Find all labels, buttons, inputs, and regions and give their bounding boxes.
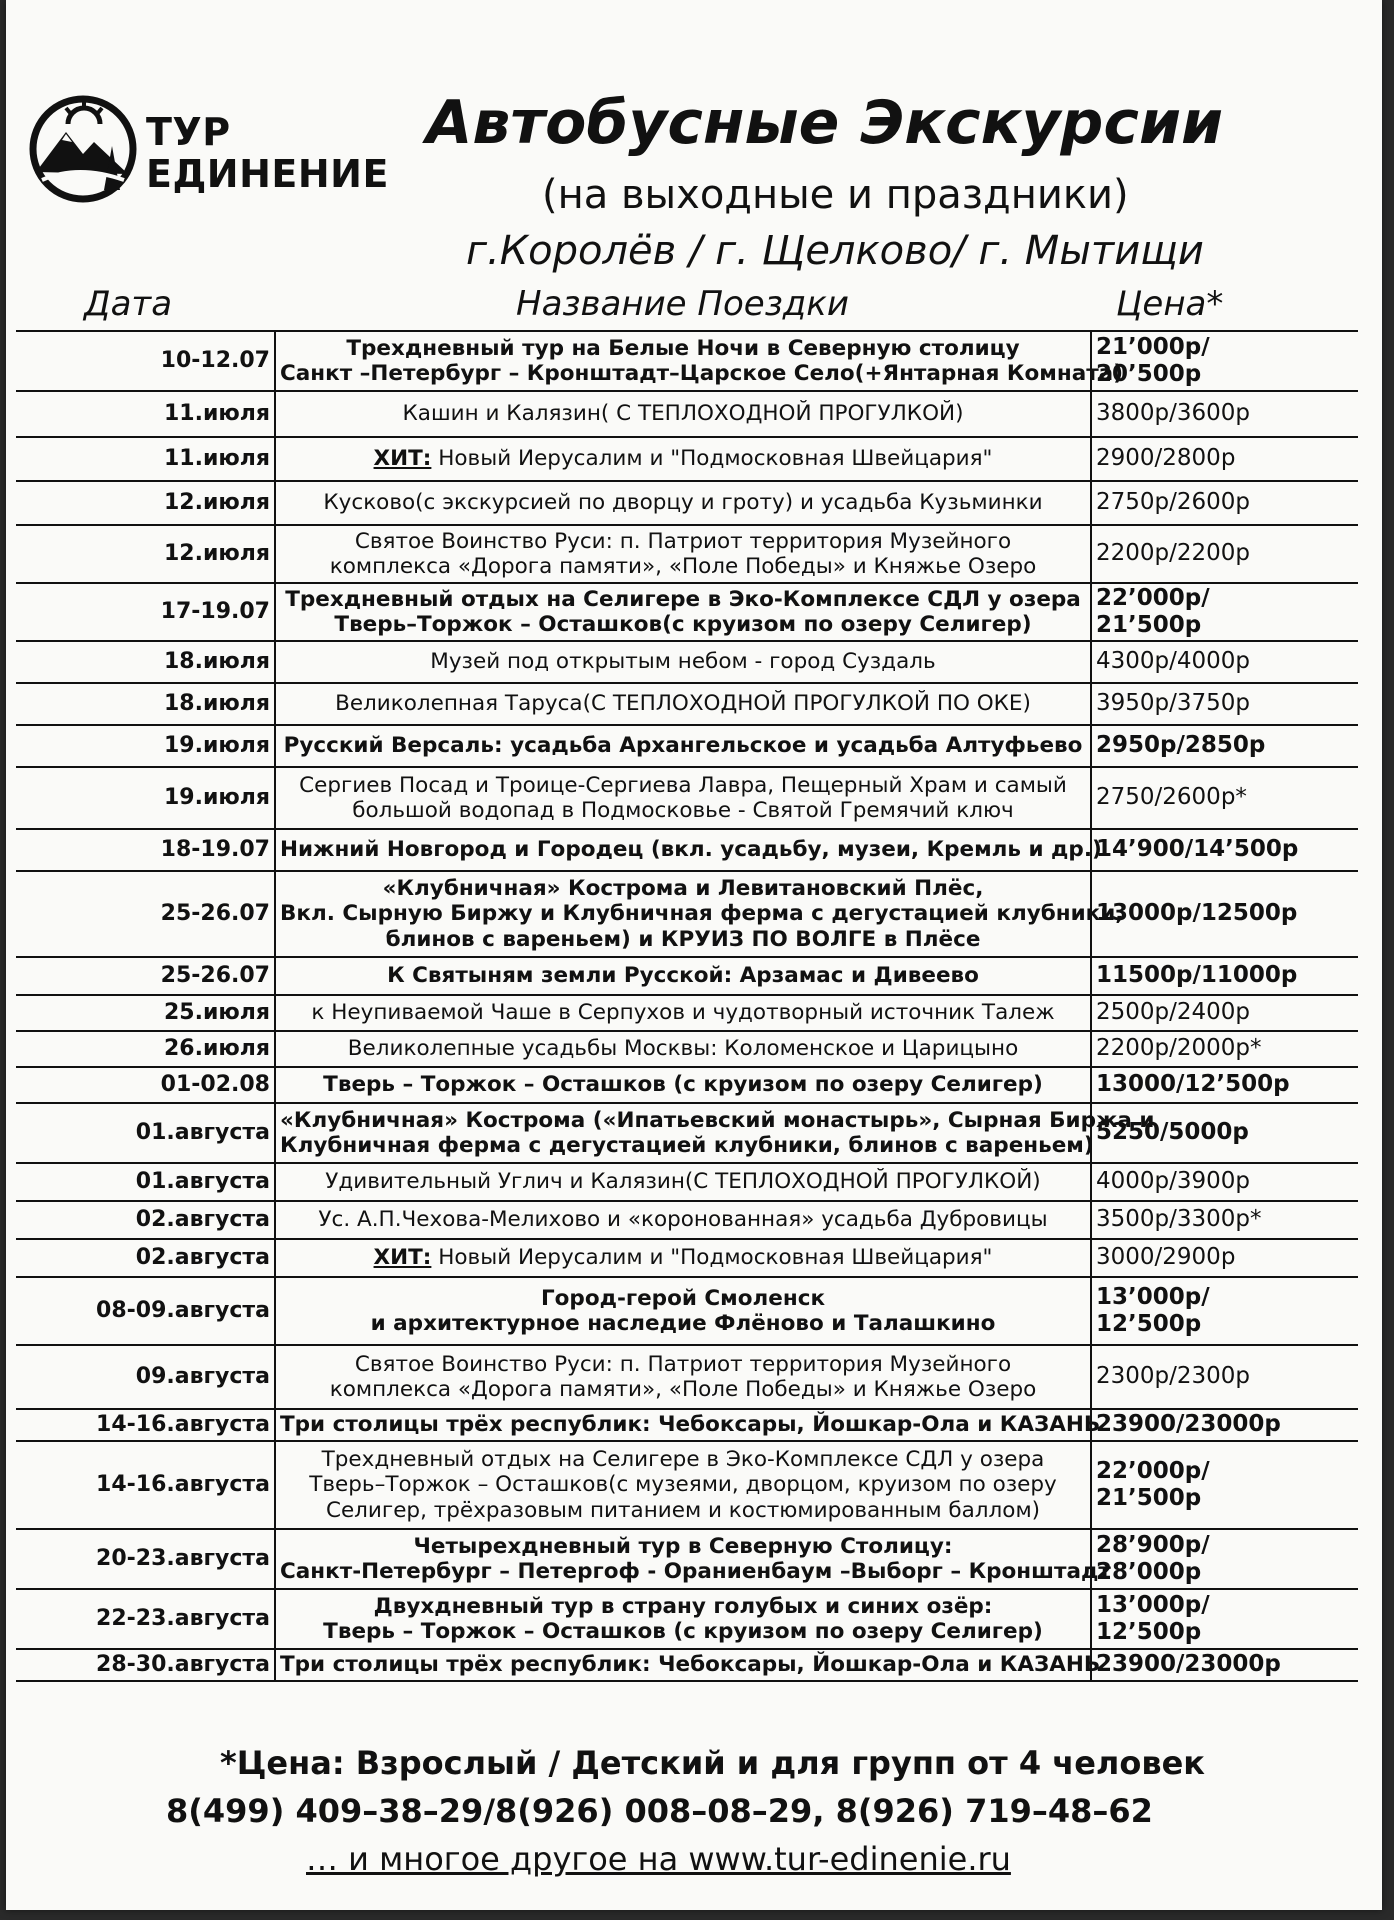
- tour-name-text: Новый Иерусалим и "Подмосковная Швейцария": [431, 1245, 993, 1271]
- tour-date: 25-26.07: [16, 957, 275, 995]
- column-header-name: Название Поездки: [516, 284, 849, 324]
- departure-cities: г.Королёв / г. Щелково/ г. Мытищи: [466, 228, 1204, 274]
- tour-name: [275, 1529, 1111, 1589]
- tour-price-line: 28’000р: [1096, 1559, 1202, 1585]
- tour-name: [275, 583, 1091, 641]
- tour-row: [16, 1409, 1358, 1441]
- tour-price: [1091, 1163, 1358, 1201]
- tour-price-line: 2300р/2300р: [1096, 1363, 1251, 1390]
- tour-date: 20-23.августа: [16, 1529, 275, 1589]
- tour-name: [275, 1277, 1091, 1345]
- tour-row: [16, 1163, 1358, 1201]
- tour-name-line: Кусково(с экскурсией по дворцу и гроту) и усадьба Кузьминки: [323, 490, 1043, 516]
- tour-date: 14-16.августа: [16, 1409, 275, 1441]
- hit-badge: ХИТ:: [373, 1245, 432, 1271]
- tour-price: [1091, 1067, 1358, 1103]
- tour-price-line: 3500р/3300р*: [1096, 1206, 1262, 1233]
- tour-name-line: Тверь–Торжок – Осташков(с круизом по озеру Селигер): [334, 612, 1032, 637]
- tours-table: [16, 330, 1358, 1682]
- tour-row: [16, 331, 1358, 391]
- tour-price: [1091, 1201, 1358, 1239]
- tours-table-body: [16, 331, 1358, 1681]
- tour-name-line: Трехдневный тур на Белые Ночи в Северную столицу: [346, 335, 1020, 361]
- tour-name: [275, 1409, 1101, 1441]
- tour-price-line: 3950р/3750р: [1096, 690, 1251, 717]
- tour-price: [1091, 957, 1358, 995]
- brand-name-line2: ЕДИНЕНИЕ: [146, 152, 389, 196]
- tour-name-line: Тверь – Торжок – Осташков (с круизом по озеру Селигер): [323, 1619, 1043, 1644]
- tour-price: [1091, 1441, 1358, 1529]
- tour-price: [1091, 1409, 1358, 1441]
- tour-name-line: Святое Воинство Руси: п. Патриот территория Музейного: [354, 1351, 1012, 1377]
- tour-price-line: 21’500р: [1096, 1485, 1202, 1511]
- tour-row: [16, 1103, 1358, 1163]
- tour-name: [275, 871, 1124, 957]
- tour-date: 02.августа: [16, 1239, 275, 1277]
- tour-price: [1091, 1589, 1358, 1649]
- tour-price: [1091, 995, 1358, 1031]
- tour-row: [16, 1277, 1358, 1345]
- tour-row: [16, 1031, 1358, 1067]
- tour-name-line: Нижний Новгород и Городец (вкл. усадьбу, музеи, Кремль и др.): [280, 837, 1102, 863]
- tour-price-line: 3800р/3600р: [1096, 400, 1251, 427]
- tour-name-line: Санкт-Петербург – Петергоф - Ораниенбаум –Выборг – Кронштадт: [280, 1559, 1111, 1584]
- tour-price-line: 3000/2900р: [1096, 1244, 1236, 1271]
- tour-price-line: 21’000р/: [1096, 333, 1210, 360]
- tour-name-line: Город-герой Смоленск: [540, 1285, 826, 1311]
- tour-price: [1091, 1649, 1358, 1681]
- tour-price-line: 12’500р: [1096, 1311, 1202, 1337]
- tour-name: [275, 437, 1091, 481]
- tour-date: 19.июля: [16, 767, 275, 829]
- tour-name-line: Тверь–Торжок – Осташков(с музеями, дворцом, круизом по озеру: [309, 1472, 1057, 1498]
- tour-price-line: 23900/23000р: [1096, 1651, 1281, 1678]
- tour-row: [16, 957, 1358, 995]
- tour-date: 28-30.августа: [16, 1649, 275, 1681]
- contact-phones: 8(499) 409–38–29/8(926) 008–08–29, 8(926) 719–48–62: [166, 1792, 1153, 1830]
- tour-price: [1091, 725, 1358, 767]
- tour-row: [16, 995, 1358, 1031]
- tour-name-line: Ус. А.П.Чехова-Мелихово и «коронованная» усадьба Дубровицы: [318, 1207, 1048, 1233]
- tour-name: [275, 391, 1091, 437]
- tour-date: 01-02.08: [16, 1067, 275, 1103]
- tour-price: [1091, 331, 1358, 391]
- tour-price-line: 4000р/3900р: [1096, 1168, 1251, 1195]
- tour-name-line: [280, 1245, 1086, 1270]
- tour-price-line: 4300р/4000р: [1096, 648, 1251, 675]
- tour-price-line: 28’900р/: [1096, 1531, 1210, 1558]
- tour-name-line: большой водопад в Подмосковье - Святой Гремячий ключ: [352, 798, 1014, 823]
- tour-name-line: [280, 446, 1086, 471]
- tour-row: [16, 725, 1358, 767]
- tour-name-line: и архитектурное наследие Флёново и Талашкино: [370, 1311, 996, 1336]
- tour-price-line: 11500р/11000р: [1096, 962, 1298, 989]
- tour-row: [16, 1067, 1358, 1103]
- column-header-price: Цена*: [1116, 284, 1224, 324]
- tour-row: [16, 437, 1358, 481]
- tour-name-line: комплекса «Дорога памяти», «Поле Победы» и Княжье Озеро: [329, 554, 1037, 579]
- page-title: Автобусные Экскурсии: [426, 88, 1224, 158]
- tour-date: 01.августа: [16, 1163, 275, 1201]
- price-footnote: *Цена: Взрослый / Детский и для групп от 4 человек: [220, 1744, 1206, 1782]
- tour-name: [275, 525, 1091, 583]
- tour-date: 25.июля: [16, 995, 275, 1031]
- tour-date: 01.августа: [16, 1103, 275, 1163]
- flyer-sheet: [6, 0, 1382, 1910]
- tour-name: [275, 1239, 1091, 1277]
- hit-badge: ХИТ:: [373, 446, 432, 472]
- tour-name: [275, 1201, 1091, 1239]
- tour-row: [16, 481, 1358, 525]
- tour-date: 18.июля: [16, 683, 275, 725]
- tour-name-line: Кашин и Калязин( С ТЕПЛОХОДНОЙ ПРОГУЛКОЙ): [402, 401, 964, 427]
- tour-name-line: Русский Версаль: усадьба Архангельское и усадьба Алтуфьево: [283, 733, 1083, 759]
- tour-row: [16, 391, 1358, 437]
- tour-date: 09.августа: [16, 1345, 275, 1409]
- tour-name: [275, 683, 1091, 725]
- column-header-date: Дата: [84, 284, 173, 324]
- tour-price: [1091, 583, 1358, 641]
- tour-name-line: Клубничная ферма с дегустацией клубники, блинов с вареньем): [280, 1133, 1094, 1158]
- tour-name-line: Великолепная Таруса(С ТЕПЛОХОДНОЙ ПРОГУЛКОЙ ПО ОКЕ): [335, 691, 1031, 717]
- tour-price-line: 2750р/2600р: [1096, 489, 1251, 516]
- tour-price: [1091, 871, 1358, 957]
- brand-logo: [28, 92, 389, 212]
- page-subtitle: (на выходные и праздники): [542, 172, 1129, 218]
- tour-price-line: 5250/5000р: [1096, 1119, 1249, 1146]
- tour-row: [16, 1589, 1358, 1649]
- tour-price: [1091, 391, 1358, 437]
- tour-price: [1091, 1031, 1358, 1067]
- tour-date: 11.июля: [16, 437, 275, 481]
- tour-name-line: «Клубничная» Кострома («Ипатьевский монастырь», Сырная Биржа и: [280, 1107, 1155, 1133]
- tour-row: [16, 525, 1358, 583]
- tour-row: [16, 583, 1358, 641]
- brand-name-line1: ТУР: [146, 110, 231, 154]
- tour-name: [275, 995, 1091, 1031]
- tour-price-line: 2900/2800р: [1096, 445, 1236, 472]
- tour-name-line: комплекса «Дорога памяти», «Поле Победы» и Княжье Озеро: [329, 1377, 1037, 1402]
- tour-name: [275, 829, 1102, 871]
- tour-name-line: Трехдневный отдых на Селигере в Эко-Комплексе СДЛ у озера: [321, 1446, 1045, 1472]
- tour-date: 12.июля: [16, 525, 275, 583]
- tour-row: [16, 829, 1358, 871]
- tour-row: [16, 1239, 1358, 1277]
- tour-row: [16, 1529, 1358, 1589]
- tour-name-line: Святое Воинство Руси: п. Патриот территория Музейного: [354, 528, 1012, 554]
- tour-row: [16, 1441, 1358, 1529]
- tour-name-line: Санкт –Петербург – Кронштадт–Царское Село(+Янтарная Комната): [280, 361, 1124, 386]
- tour-price-line: 22’000р/: [1096, 584, 1210, 611]
- tour-name: [275, 641, 1091, 683]
- tour-name: [275, 1345, 1091, 1409]
- tour-date: 17-19.07: [16, 583, 275, 641]
- tour-price: [1091, 525, 1358, 583]
- tour-name: [275, 1067, 1091, 1103]
- tour-date: 18-19.07: [16, 829, 275, 871]
- tour-date: 08-09.августа: [16, 1277, 275, 1345]
- tour-price: [1091, 683, 1358, 725]
- tour-name: [275, 767, 1091, 829]
- tour-row: [16, 683, 1358, 725]
- tour-price: [1091, 1345, 1358, 1409]
- tour-date: 22-23.августа: [16, 1589, 275, 1649]
- tour-name-text: Новый Иерусалим и "Подмосковная Швейцария": [431, 446, 993, 472]
- tour-row: [16, 641, 1358, 683]
- tour-row: [16, 1649, 1358, 1681]
- tour-price: [1091, 641, 1358, 683]
- mountain-sun-logo-icon: [28, 94, 138, 204]
- tour-name: [275, 331, 1124, 391]
- tour-name-line: к Неупиваемой Чаше в Серпухов и чудотворный источник Талеж: [311, 1000, 1055, 1026]
- tour-price-line: 13000/12’500р: [1096, 1071, 1290, 1098]
- tour-name-line: Трехдневный отдых на Селигере в Эко-Комплексе СДЛ у озера: [285, 586, 1081, 612]
- tour-name-line: «Клубничная» Кострома и Левитановский Плёс,: [382, 875, 984, 901]
- tour-date: 19.июля: [16, 725, 275, 767]
- tour-date: 14-16.августа: [16, 1441, 275, 1529]
- tour-price: [1091, 767, 1358, 829]
- tour-price: [1091, 829, 1358, 871]
- tour-name-line: Сергиев Посад и Троице-Сергиева Лавра, Пещерный Храм и самый: [299, 772, 1067, 798]
- tour-name: [275, 957, 1091, 995]
- tour-price: [1091, 1239, 1358, 1277]
- tour-row: [16, 871, 1358, 957]
- tour-name-line: Три столицы трёх республик: Чебоксары, Йошкар-Ола и КАЗАНЬ: [280, 1652, 1101, 1678]
- tour-price-line: 2750/2600р*: [1096, 784, 1247, 811]
- tour-price: [1091, 1529, 1358, 1589]
- tour-price: [1091, 481, 1358, 525]
- website-link[interactable]: … и многое другое на www.tur-edinenie.ru: [306, 1840, 1011, 1878]
- tour-date: 12.июля: [16, 481, 275, 525]
- tour-name: [275, 1649, 1101, 1681]
- tour-name: [275, 725, 1091, 767]
- tour-price-line: 13’000р/: [1096, 1283, 1210, 1310]
- tour-price-line: 20’500р: [1096, 361, 1202, 387]
- tour-price-line: 2200р/2000р*: [1096, 1035, 1262, 1062]
- tour-row: [16, 1345, 1358, 1409]
- tour-name: [275, 481, 1091, 525]
- tour-name-line: Двухдневный тур в страну голубых и синих озёр:: [373, 1593, 993, 1619]
- tour-name-line: Музей под открытым небом - город Суздаль: [430, 649, 936, 675]
- tour-price-line: 23900/23000р: [1096, 1411, 1281, 1438]
- tour-name: [275, 1103, 1155, 1163]
- tour-name-line: К Святыням земли Русской: Арзамас и Дивеево: [387, 963, 979, 989]
- tour-date: 11.июля: [16, 391, 275, 437]
- tour-date: 10-12.07: [16, 331, 275, 391]
- tour-name: [275, 1589, 1091, 1649]
- tour-price-line: 12’500р: [1096, 1619, 1202, 1645]
- tour-date: 26.июля: [16, 1031, 275, 1067]
- tour-name-line: Селигер, трёхразовым питанием и костюмированным баллом): [325, 1497, 1041, 1523]
- tour-name-line: Четырехдневный тур в Северную Столицу:: [413, 1533, 953, 1559]
- tour-row: [16, 1201, 1358, 1239]
- tour-price-line: 2950р/2850р: [1096, 732, 1266, 759]
- tour-price-line: 21’500р: [1096, 612, 1202, 638]
- tour-date: 02.августа: [16, 1201, 275, 1239]
- tour-date: 18.июля: [16, 641, 275, 683]
- tour-name-line: Вкл. Сырную Биржу и Клубничная ферма с дегустацией клубники,: [280, 901, 1124, 927]
- tour-price-line: 22’000р/: [1096, 1457, 1210, 1484]
- tour-name-line: блинов с вареньем) и КРУИЗ ПО ВОЛГЕ в Плёсе: [385, 926, 981, 952]
- tour-name: [275, 1031, 1091, 1067]
- tour-price-line: 13000р/12500р: [1096, 900, 1298, 927]
- tour-price-line: 13’000р/: [1096, 1591, 1210, 1618]
- tour-price-line: 2200р/2200р: [1096, 540, 1251, 567]
- tour-name-line: Три столицы трёх республик: Чебоксары, Йошкар-Ола и КАЗАНЬ: [280, 1412, 1101, 1438]
- tour-name: [275, 1441, 1091, 1529]
- tour-price: [1091, 437, 1358, 481]
- tour-price: [1091, 1277, 1358, 1345]
- tour-name-line: Тверь – Торжок – Осташков (с круизом по озеру Селигер): [323, 1072, 1043, 1098]
- tour-row: [16, 767, 1358, 829]
- tour-date: 25-26.07: [16, 871, 275, 957]
- tour-price-line: 2500р/2400р: [1096, 999, 1251, 1026]
- tour-name: [275, 1163, 1091, 1201]
- tour-name-line: Удивительный Углич и Калязин(С ТЕПЛОХОДНОЙ ПРОГУЛКОЙ): [325, 1169, 1041, 1195]
- tour-price-line: 14’900/14’500р: [1096, 836, 1299, 863]
- tour-name-line: Великолепные усадьбы Москвы: Коломенское и Царицыно: [347, 1036, 1019, 1062]
